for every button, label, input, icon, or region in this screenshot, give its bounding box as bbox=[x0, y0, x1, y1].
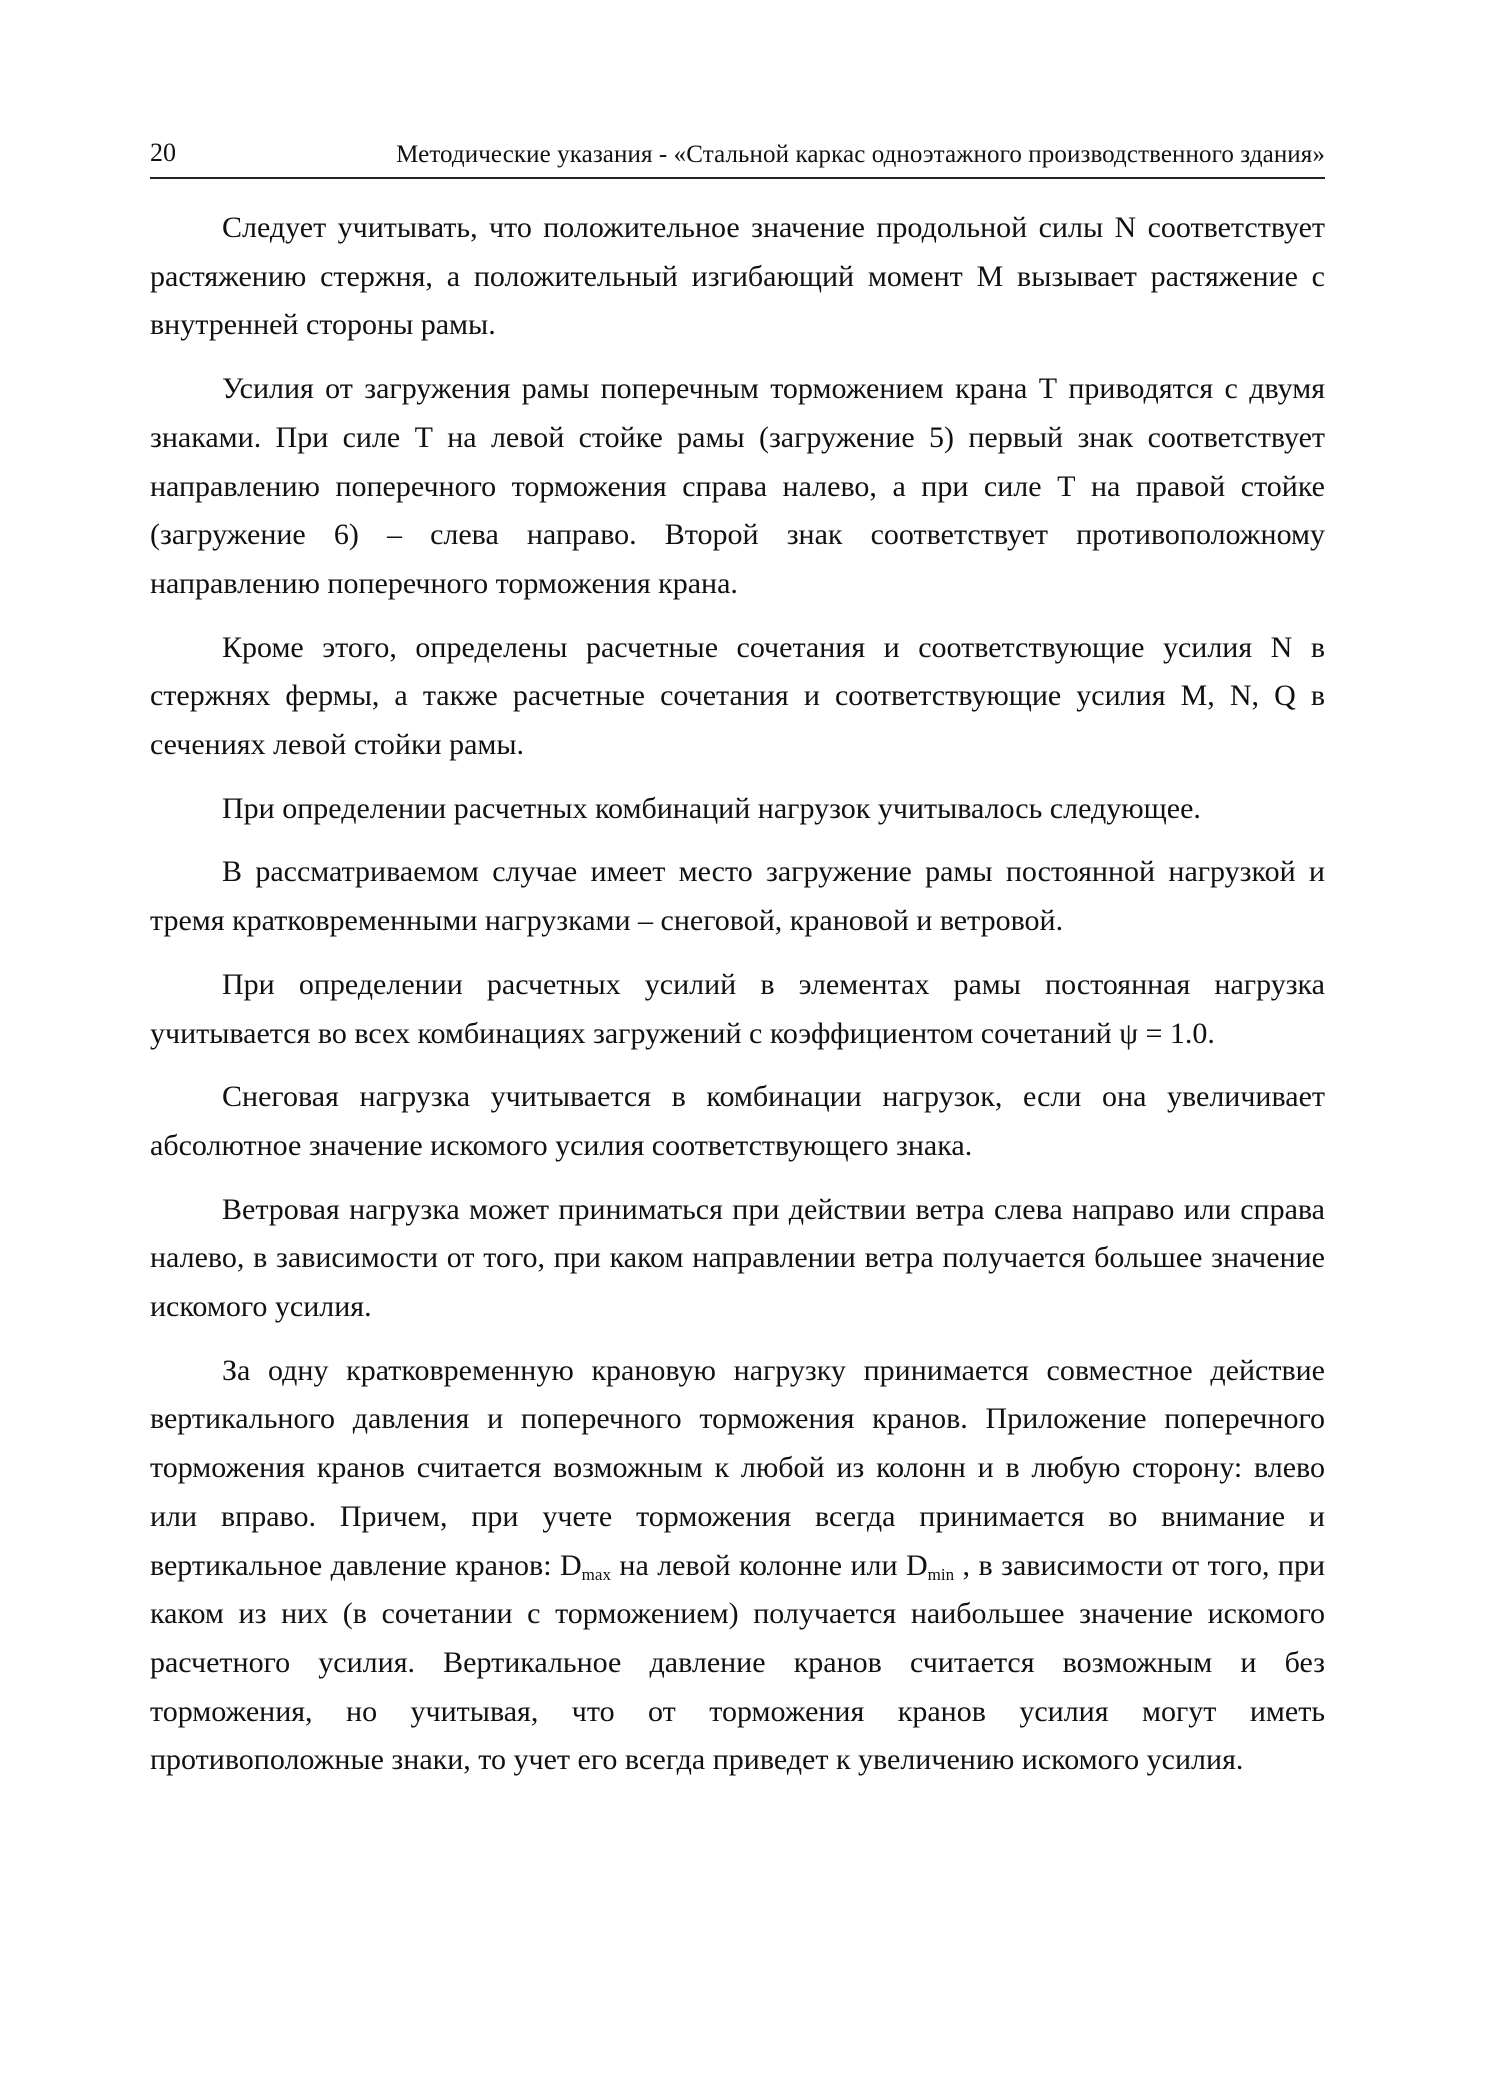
paragraph: При определении расчетных усилий в элементах рамы постоянная нагрузка учитывается во всех комбинациях загружений с коэффициентом сочетаний ψ = 1.0. bbox=[150, 967, 1325, 1050]
paragraph-text: За одну кратковременную крановую нагрузку принимается совместное действие вертикального давления и поперечного торможения кранов. Приложение поперечного торможения кранов считается возможным к любой из колонн и в любую сторону: влево или вправо. Причем, при учете торможения всегда принимается во внимание и вертикальное давление кранов: D bbox=[150, 1353, 1325, 1582]
paragraph: При определении расчетных комбинаций нагрузок учитывалось следующее. bbox=[222, 791, 1201, 825]
header-divider bbox=[150, 177, 1325, 179]
subscript-min: min bbox=[927, 1564, 955, 1584]
body-text bbox=[150, 204, 1325, 1800]
header-title: Методические указания - «Стальной каркас одноэтажного производственного здания» bbox=[396, 140, 1325, 168]
paragraph: Ветровая нагрузка может приниматься при действии ветра слева направо или справа налево, в зависимости от того, при каком направлении ветра получается большее значение искомого усилия. bbox=[150, 1192, 1325, 1324]
paragraph: Следует учитывать, что положительное значение продольной силы N соответствует растяжению стержня, а положительный изгибающий момент М вызывает растяжение с внутренней стороны рамы. bbox=[150, 211, 1325, 342]
page-number: 20 bbox=[150, 138, 176, 168]
paragraph: В рассматриваемом случае имеет место загружение рамы постоянной нагрузкой и тремя кратковременными нагрузками – снеговой, крановой и ветровой. bbox=[150, 855, 1325, 938]
paragraph: Кроме этого, определены расчетные сочетания и соответствующие усилия N в стержнях фермы, а также расчетные сочетания и соответствующие усилия М, N, Q в сечениях левой стойки рамы. bbox=[150, 630, 1325, 762]
paragraph: Усилия от загружения рамы поперечным торможением крана Т приводятся с двумя знаками. При силе Т на левой стойке рамы (загружение 5) первый знак соответствует направлению поперечного торможения справа налево, а при силе Т на правой стойке (загружение 6) – слева направо. Второй знак соответствует противоположному направлению поперечного торможения крана. bbox=[150, 372, 1325, 600]
paragraph-crane-load bbox=[150, 1347, 1325, 1785]
paragraph: Снеговая нагрузка учитывается в комбинации нагрузок, если она увеличивает абсолютное значение искомого усилия соответствующего знака. bbox=[150, 1080, 1325, 1162]
paragraph-text: , в зависимости от того, при каком из них (в сочетании с торможением) получается наибольшее значение искомого расчетного усилия. Вертикальное давление кранов считается возможным и без торможения, но учитывая, что от торможения кранов усилия могут иметь противоположные знаки, то учет его всегда приведет к увеличению искомого усилия. bbox=[150, 1548, 1326, 1777]
paragraph-text: на левой колонне или D bbox=[610, 1548, 928, 1582]
subscript-max: max bbox=[581, 1564, 611, 1584]
running-header bbox=[150, 122, 1325, 168]
